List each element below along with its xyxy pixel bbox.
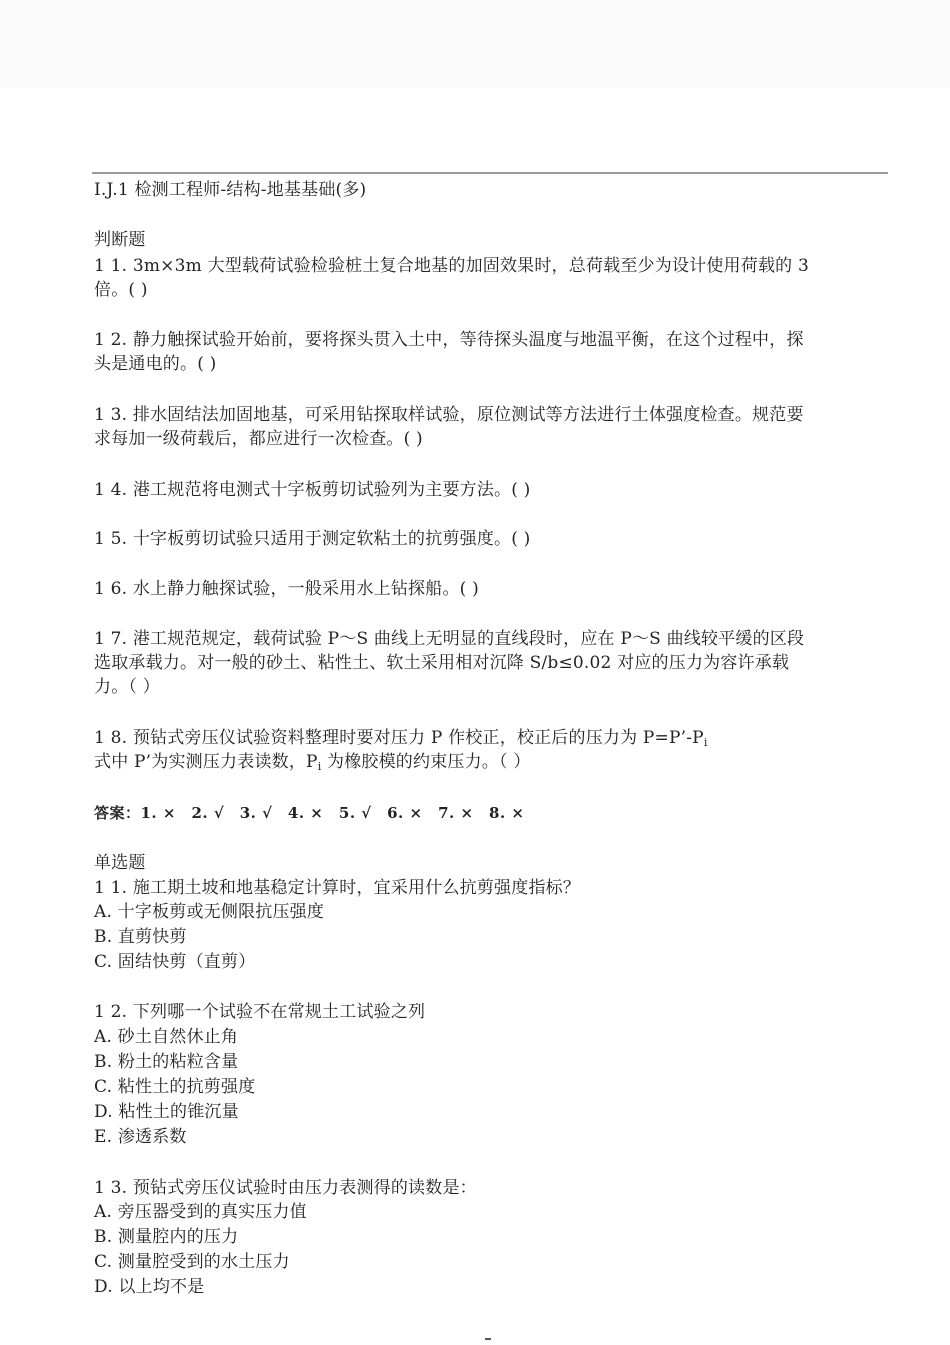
judge-q4: 1 4. 港工规范将电测式十字板剪切试验列为主要方法。( ) — [94, 480, 531, 500]
judge-q6: 1 6. 水上静力触探试验，一般采用水上钻探船。( ) — [94, 579, 479, 599]
judge-q8-line2-text-b: 为橡胶模的约束压力。（ ） — [321, 752, 531, 772]
single-q1-option-a: A. 十字板剪或无侧限抗压强度 — [94, 902, 325, 922]
judge-q7-line1: 1 7. 港工规范规定，载荷试验 P～S 曲线上无明显的直线段时，应在 P～S 曲线较平缓的区段 — [94, 629, 805, 649]
judge-q5: 1 5. 十字板剪切试验只适用于测定软粘土的抗剪强度。( ) — [94, 529, 531, 549]
judge-q3-line2: 求每加一级荷载后，都应进行一次检查。( ) — [94, 429, 423, 449]
single-q2-stem: 1 2. 下列哪一个试验不在常规土工试验之列 — [94, 1002, 426, 1022]
judge-q2-line2: 头是通电的。( ) — [94, 354, 217, 374]
judge-q3-line1: 1 3. 排水固结法加固地基，可采用钻探取样试验，原位测试等方法进行土体强度检查。规范要 — [94, 405, 804, 425]
single-q1-stem: 1 1. 施工期土坡和地基稳定计算时，宜采用什么抗剪强度指标？ — [94, 878, 581, 898]
judge-q8-line1 — [94, 726, 708, 750]
single-q2-option-e: E. 渗透系数 — [94, 1127, 187, 1147]
page-top-band — [0, 0, 950, 88]
judge-q1-line1: 1 1. 3m×3m 大型载荷试验检验桩土复合地基的加固效果时，总荷载至少为设计使用荷载的 3 — [94, 256, 809, 276]
judge-q7-line3: 力。（ ） — [94, 677, 160, 697]
single-q3-stem: 1 3. 预钻式旁压仪试验时由压力表测得的读数是： — [94, 1178, 477, 1198]
page-bottom-mark — [485, 1338, 491, 1340]
single-q2-option-b: B. 粉土的粘粒含量 — [94, 1052, 239, 1072]
single-q3-option-c: C. 测量腔受到的水土压力 — [94, 1252, 290, 1272]
judge-q8-line2-subscript: i — [317, 760, 322, 773]
single-q2-option-a: A. 砂土自然休止角 — [94, 1027, 239, 1047]
single-q1-option-c: C. 固结快剪（直剪） — [94, 952, 256, 972]
judge-q2-line1: 1 2. 静力触探试验开始前，要将探头贯入土中，等待探头温度与地温平衡，在这个过程中，探 — [94, 330, 804, 350]
single-q2-option-c: C. 粘性土的抗剪强度 — [94, 1077, 256, 1097]
single-q1-option-b: B. 直剪快剪 — [94, 927, 187, 947]
section-heading-judge: 判断题 — [94, 230, 146, 250]
single-q3-option-b: B. 测量腔内的压力 — [94, 1227, 239, 1247]
document-title: Ⅰ.J.1 检测工程师-结构-地基基础(多) — [94, 180, 367, 200]
judge-q8-line1-text: 1 8. 预钻式旁压仪试验资料整理时要对压力 P 作校正，校正后的压力为 P=P’-P — [94, 728, 704, 748]
judge-q8-line1-subscript: i — [703, 736, 708, 749]
judge-q8-line2-text-a: 式中 P’为实测压力表读数，P — [94, 752, 318, 772]
answer-key: 答案：1. × 2. √ 3. √ 4. × 5. √ 6. × 7. × 8. × — [94, 804, 525, 822]
judge-q8-line2 — [94, 750, 531, 774]
single-q3-option-a: A. 旁压器受到的真实压力值 — [94, 1202, 307, 1222]
single-q3-option-d: D. 以上均不是 — [94, 1277, 205, 1297]
header-rule — [92, 172, 888, 174]
section-heading-single: 单选题 — [94, 853, 146, 873]
single-q2-option-d: D. 粘性土的锥沉量 — [94, 1102, 239, 1122]
judge-q7-line2: 选取承载力。对一般的砂土、粘性土、软土采用相对沉降 S/b≤0.02 对应的压力为容许承载 — [94, 653, 790, 673]
judge-q1-line2: 倍。( ) — [94, 280, 148, 300]
